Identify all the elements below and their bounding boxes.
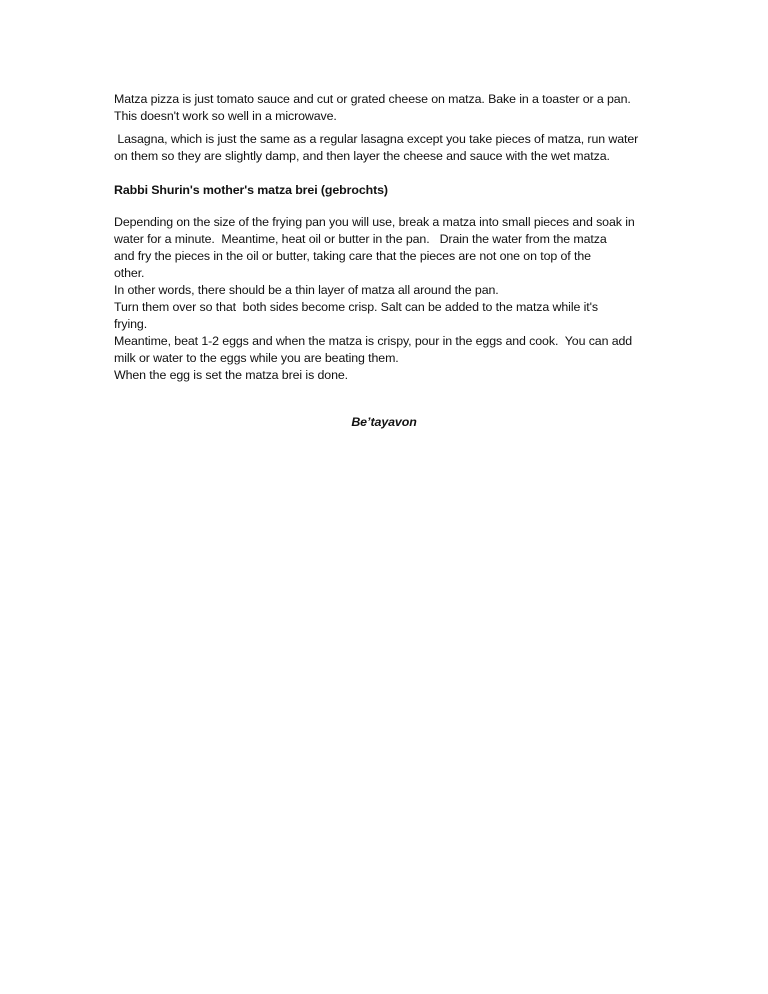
- recipe-line: frying.: [114, 317, 148, 331]
- recipe-line: When the egg is set the matza brei is done.: [114, 368, 349, 382]
- lasagna-line-1: Lasagna, which is just the same as a regular lasagna except you take pieces of matza, run water: [114, 132, 639, 146]
- recipe-line: milk or water to the eggs while you are beating them.: [114, 351, 399, 365]
- recipe-line: water for a minute. Meantime, heat oil or butter in the pan. Drain the water from the matza: [114, 232, 607, 246]
- pizza-line-1: Matza pizza is just tomato sauce and cut or grated cheese on matza. Bake in a toaster or a pan.: [114, 92, 631, 106]
- recipe-line: Turn them over so that both sides become crisp. Salt can be added to the matza while it's: [114, 300, 598, 314]
- closing-greeting: Be’tayavon: [351, 415, 417, 429]
- recipe-line: Meantime, beat 1-2 eggs and when the matza is crispy, pour in the eggs and cook. You can add: [114, 334, 633, 348]
- recipe-line: Depending on the size of the frying pan you will use, break a matza into small pieces and soak in: [114, 215, 635, 229]
- recipe-title: Rabbi Shurin's mother's matza brei (gebrochts): [114, 183, 388, 197]
- recipe-line: and fry the pieces in the oil or butter, taking care that the pieces are not one on top of the: [114, 249, 591, 263]
- recipe-line: In other words, there should be a thin layer of matza all around the pan.: [114, 283, 499, 297]
- lasagna-line-2: on them so they are slightly damp, and then layer the cheese and sauce with the wet matza.: [114, 149, 610, 163]
- pizza-line-2: This doesn't work so well in a microwave.: [114, 109, 337, 123]
- recipe-line: other.: [114, 266, 145, 280]
